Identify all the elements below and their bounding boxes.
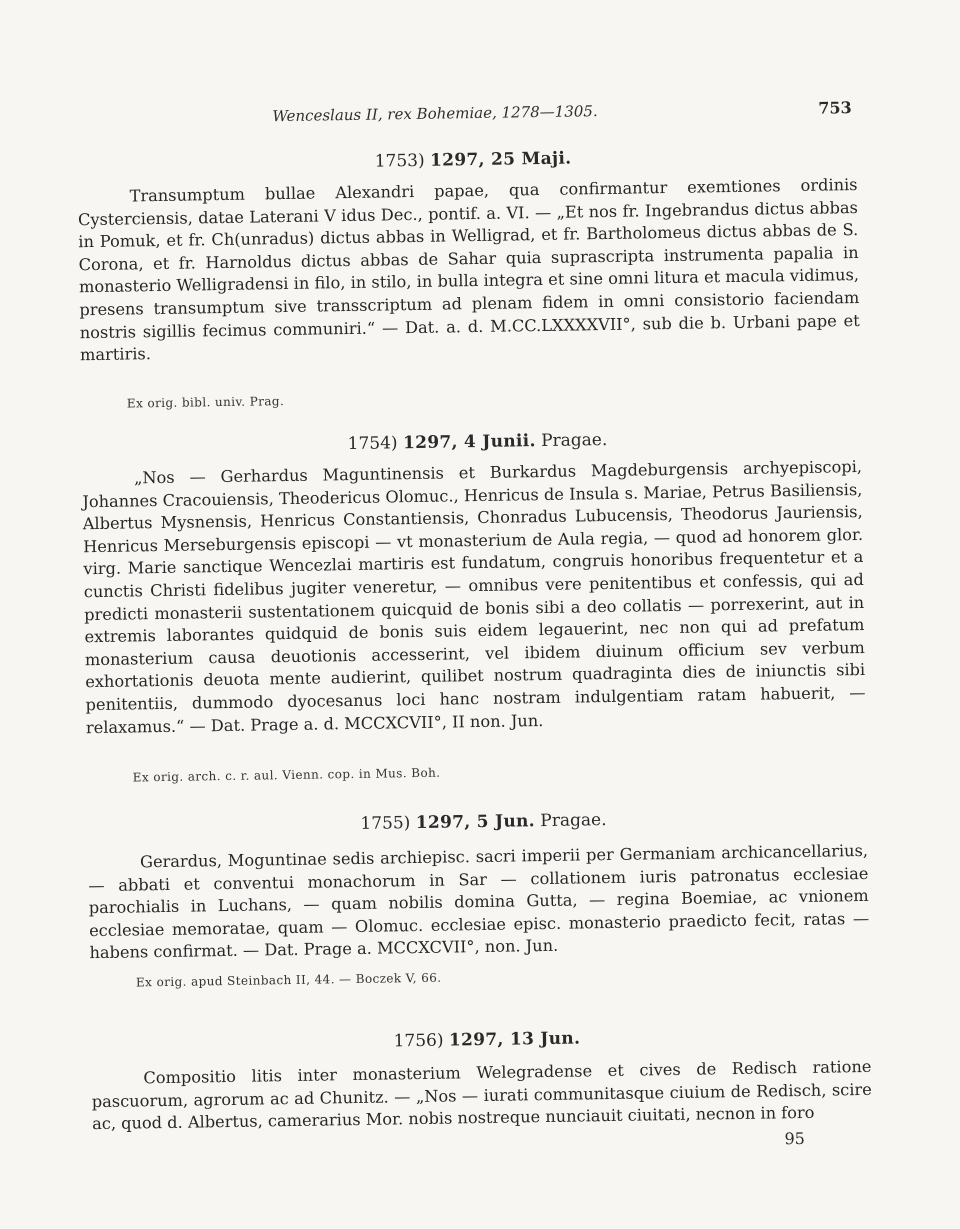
entry-number: 1756) [393,1031,443,1052]
entry-source-1754: Ex orig. arch. c. r. aul. Vienn. cop. in Mus. Boh. [133,759,833,784]
entry-number: 1753) [375,151,425,172]
entry-source-1753: Ex orig. bibl. univ. Prag. [127,386,827,411]
entry-text-1753: Transumptum bullae Alexandri papae, qua confirmantur exemtiones ordinis Cysterciensis, datae Laterani V idus Dec., pontif. a. VI. — „Et nos fr. Ingebrandus dictus abbas in Pomuk, et fr. Ch(unradus) dictus abbas in Welligrad, et fr. Bartholomeus dictus abbas de S. Corona, et fr. Harnoldus dictus abbas de Sahar quia suprascripta instrumenta papalia in monasterio Welligradensi in filo, in stilo, in bulla integra et sine omni litura et macula vidimus, presens transumptum sive transscriptum ad plenam fidem in omni consistorio faciendam nostris sigillis fecimus communiri.“ — Dat. a. d. M.CC.LXXXXVII°, sub die b. Urbani pape et martiris. [77,174,860,367]
entry-place: Pragae. [541,430,607,451]
entry-text-1754: „Nos — Gerhardus Maguntinensis et Burkardus Magdeburgensis archyepiscopi, Johannes Cracouiensis, Theodericus Olomuc., Henricus de Insula s. Mariae, Petrus Basiliensis, Albertus Mysnensis, Henricus Constantiensis, Chonradus Lubucensis, Theodorus Jauriensis, Henricus Merseburgensis episcopi — vt monasterium de Aula regia, — quod ad honorem glor. virg. Marie sanctique Wencezlai martiris est fundatum, congruis honoribus frequentetur et a cunctis Christi fidelibus jugiter veneretur, — omnibus vere penitentibus et confessis, qui ad predicti monasterii sustentationem quicquid de bonis sibi a deo collatis — porrexerint, aut in extremis laborantes quidquid de bonis suis eidem legauerint, nec non qui ad prefatum monasterium causa deuotionis accesserint, vel ibidem diuinum officium sev verbum exhortationis deuota mente audierint, quilibet nostrum quadraginta dies de iniunctis sibi penitentiis, dummodo dyocesanus loci hanc nostram indulgentiam ratam habuerit, — relaxamus.“ — Dat. Prage a. d. MCCXCVII°, II non. Jun. [82,456,866,739]
entry-heading-1756 [7,1022,960,1057]
running-title: Wenceslaus II, rex Bohemiae, 1278—1305. [272,98,832,125]
entry-date: 1297, 4 Junii. [403,431,536,453]
entry-heading-1755 [3,804,960,839]
entry-text-1756: Compositio litis inter monasterium Welegradense et cives de Redisch ratione pascuorum, agrorum ac ad Chunitz. — „Nos — iurati communitasque ciuium de Redisch, scire ac, quod d. Albertus, camerarius Mor. nobis nostreque nunciauit ciuitati, necnon in foro [91,1056,872,1136]
folio-number: 95 [784,1129,805,1148]
entry-number: 1755) [360,813,410,834]
entry-date: 1297, 13 Jun. [449,1028,581,1050]
entry-date: 1297, 5 Jun. [416,811,535,833]
entry-date: 1297, 25 Maji. [430,149,572,171]
page-number: 753 [818,98,852,118]
entry-heading-1753 [0,143,953,178]
entry-number: 1754) [348,433,398,454]
entry-heading-1754 [0,424,958,459]
entry-source-1755: Ex orig. apud Steinbach II, 44. — Boczek V, 66. [136,964,836,989]
entry-place: Pragae. [540,810,606,831]
entry-text-1755: Gerardus, Moguntinae sedis archiepisc. sacri imperii per Germaniam archicancellarius, — abbati et conventui monachorum in Sar — collationem iuris patronatus ecclesiae parochialis in Luchans, — quam nobilis domina Gutta, — regina Boemiae, ac vnionem ecclesiae memoratae, quam — Olomuc. ecclesiae episc. monasterio praedicto fecit, ratas — habens confirmat. — Dat. Prage a. MCCXCVII°, non. Jun. [88,840,870,965]
